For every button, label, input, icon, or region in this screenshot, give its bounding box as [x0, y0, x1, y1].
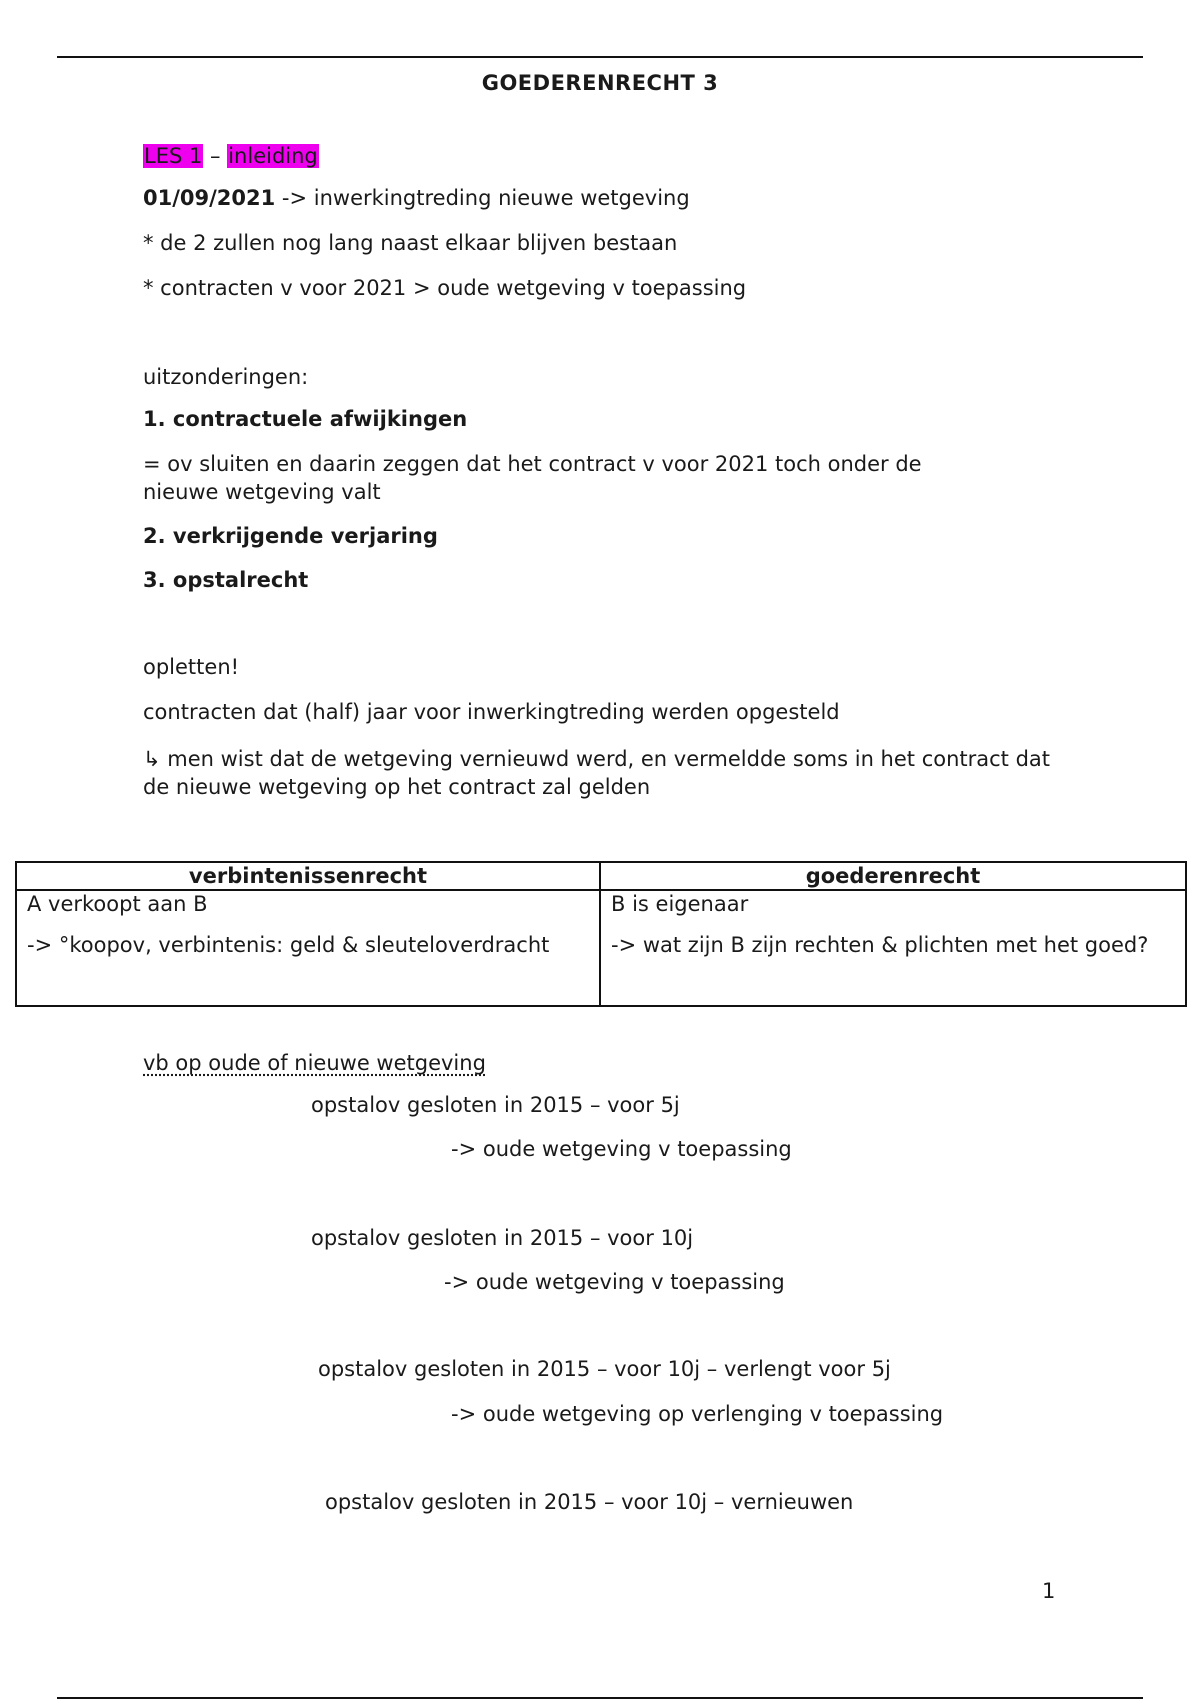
intro-date-line: [143, 185, 690, 212]
comparison-table: [15, 861, 1187, 1007]
intro-date: 01/09/2021: [143, 186, 276, 210]
page-number: 1: [1042, 1579, 1056, 1603]
table-left-line-2: -> °koopov, verbintenis: geld & sleuteloverdracht: [27, 933, 550, 958]
table-right-line-2: -> wat zijn B zijn rechten & plichten met het goed?: [611, 933, 1149, 958]
exception-item-1: 1. contractuele afwijkingen: [143, 407, 468, 431]
table-header-left: verbintenissenrecht: [16, 862, 600, 890]
example-1: opstalov gesloten in 2015 – voor 5j: [311, 1093, 680, 1117]
intro-bullet-1: * de 2 zullen nog lang naast elkaar blijven bestaan: [143, 231, 678, 255]
lesson-heading: [143, 143, 319, 170]
attention-line-2: ↳ men wist dat de wetgeving vernieuwd werd, en vermeldde soms in het contract dat de nieuwe wetgeving op het contract zal gelden: [143, 747, 1051, 800]
example-2-result: -> oude wetgeving v toepassing: [444, 1270, 785, 1294]
example-3-result: -> oude wetgeving op verlenging v toepassing: [451, 1402, 944, 1426]
lesson-topic: inleiding: [228, 144, 318, 168]
attention-line-1: contracten dat (half) jaar voor inwerkingtreding werden opgesteld: [143, 700, 840, 724]
intro-date-rest: -> inwerkingtreding nieuwe wetgeving: [275, 186, 690, 210]
table-cell-left: [16, 890, 600, 1006]
example-3: opstalov gesloten in 2015 – voor 10j – verlengt voor 5j: [318, 1357, 891, 1381]
page-title: GOEDERENRECHT 3: [481, 71, 719, 95]
bottom-rule: [57, 1697, 1143, 1699]
table-left-line-1: A verkoopt aan B: [27, 892, 208, 916]
attention-heading: opletten!: [143, 655, 240, 679]
exceptions-heading: uitzonderingen:: [143, 365, 309, 389]
table-cell-right: [600, 890, 1186, 1006]
top-rule: [57, 56, 1143, 58]
intro-bullet-2: * contracten v voor 2021 > oude wetgeving v toepassing: [143, 276, 747, 300]
exception-item-1-desc: = ov sluiten en daarin zeggen dat het contract v voor 2021 toch onder de nieuwe wetgeving valt: [143, 452, 922, 505]
exception-item-3: 3. opstalrecht: [143, 568, 309, 592]
lesson-separator: –: [210, 144, 221, 168]
table-header-right: goederenrecht: [600, 862, 1186, 890]
example-1-result: -> oude wetgeving v toepassing: [451, 1137, 792, 1161]
examples-heading: vb op oude of nieuwe wetgeving: [143, 1051, 486, 1075]
table-right-line-1: B is eigenaar: [611, 892, 749, 916]
lesson-tag: LES 1: [144, 144, 203, 168]
exception-item-2: 2. verkrijgende verjaring: [143, 524, 438, 548]
example-2: opstalov gesloten in 2015 – voor 10j: [311, 1226, 694, 1250]
example-4: opstalov gesloten in 2015 – voor 10j – vernieuwen: [325, 1490, 854, 1514]
